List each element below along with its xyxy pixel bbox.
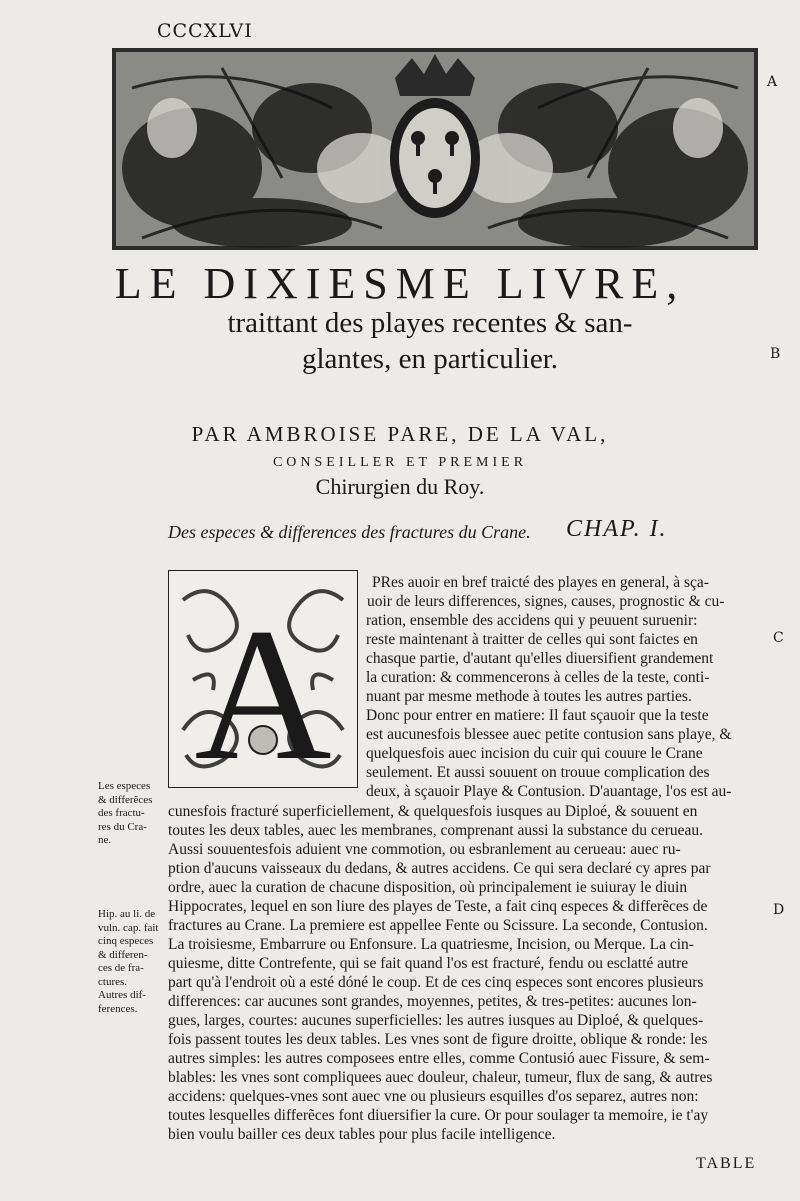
marginal-note-line: res du Cra-	[98, 820, 147, 833]
chapter-heading	[168, 516, 688, 543]
folio-number: CCCXLVI	[157, 20, 253, 42]
body-line-20: La troisiesme, Embarrure ou Enfonsure. La quatriesme, Incision, ou Merque. La cin-	[168, 936, 694, 953]
marginal-note-line: Autres dif-	[98, 989, 146, 1001]
margin-letter-b: B	[770, 346, 781, 362]
body-line-28: accidens: quelques-vnes sont auec vne ou plusieurs esquilles d'os separez, autres non:	[168, 1088, 699, 1105]
body-line-6: la curation: & commencerons à celles de la teste, conti-	[366, 669, 710, 686]
chapter-number: CHAP. I.	[566, 516, 668, 542]
chapter-title: Des especes & differences des fractures du Crane.	[168, 522, 531, 542]
marginal-note-line: ces de fra-	[98, 962, 144, 974]
margin-letter-c: C	[773, 630, 784, 646]
body-line-21: quiesme, ditte Contrefente, qui se fait quand l'os est fracturé, fendu ou esclatté autre	[168, 955, 689, 972]
woodcut-banner-ornament	[112, 48, 758, 250]
body-line-23: differences: car aucunes sont grandes, moyennes, petites, & tres-petites: aucunes lon-	[168, 993, 697, 1010]
body-line-29: toutes lesquelles differẽces font diuersifier la cure. Or pour soulager ta memoire, ie t'ay	[168, 1107, 709, 1124]
body-line-12: deux, à sçauoir Playe & Contusion. D'auantage, l'os est au-	[366, 783, 732, 800]
marginal-note-line: cinq especes	[98, 935, 154, 947]
body-line-17: ordre, auec la curation de chacune disposition, où principalement ie suiuray le diuin	[168, 879, 688, 896]
body-line-24: gues, larges, courtes: aucunes superficielles: les autres iusques au Diploé, & quelques-	[168, 1012, 704, 1029]
marginal-note-line: des fractu-	[98, 807, 145, 819]
margin-letter-a: A	[767, 74, 778, 90]
marginal-note-line: vuln. cap. fait	[98, 921, 159, 934]
body-line-11: seulement. Et aussi souuent on trouue complication des	[366, 764, 710, 781]
subtitle-line-2: glantes, en particulier.	[301, 343, 559, 375]
marginal-note-line: & differen-	[98, 948, 148, 961]
body-line-16: ption d'aucuns vaisseaux du dedans, & autres accidens. Ce qui sera declaré cy apres par	[168, 860, 711, 877]
body-line-18: Hippocrates, lequel en son liure des playes de Teste, a fait cinq especes & differẽces de	[168, 898, 708, 915]
body-line-30: bien voulu bailler ces deux tables pour plus facile intelligence.	[168, 1126, 556, 1143]
body-line-4: reste maintenant à traitter de celles qui sont faictes en	[366, 631, 698, 648]
body-line-7: nuant par mesme methode à toutes les autres parties.	[366, 688, 692, 705]
body-line-5: chasque partie, d'autant qu'elles diuersifient grandement	[366, 650, 714, 667]
body-line-9: est aucunesfois blessee auec petite contusion sans playe, &	[366, 726, 732, 743]
marginal-note-line: Les especes	[98, 780, 151, 792]
initial-letter: A	[194, 590, 332, 788]
body-line-1: PRes auoir en bref traicté des playes en general, à sça-	[372, 574, 709, 591]
decorated-initial	[168, 570, 358, 788]
body-line-13: cunesfois fracturé superficiellement, & quelquesfois iusques au Diploé, & souuent en	[168, 803, 698, 820]
book-subtitle	[170, 305, 690, 377]
author-line: PAR AMBROISE PARE, DE LA VAL,	[191, 422, 609, 446]
body-line-26: autres simples: les autres composees entre elles, comme Contusió auec Fissure, & sem-	[168, 1050, 710, 1067]
marginal-note-line: & differẽces	[98, 793, 153, 806]
marginal-note-1	[98, 780, 152, 848]
book-title: LE DIXIESME LIVRE,	[114, 259, 686, 308]
subtitle-line-1: traittant des playes recentes & san-	[227, 307, 633, 339]
margin-letter-d: D	[773, 902, 785, 918]
author-title: Chirurgien du Roy.	[315, 474, 485, 499]
body-line-22: part qu'à l'endroit où a esté dóné le coup. Et de ces cinq especes sont encores plusieurs	[168, 974, 704, 991]
body-line-3: ration, ensemble des accidens qui y peuuent suruenir:	[366, 612, 698, 629]
marginal-note-line: Hip. au li. de	[98, 908, 156, 920]
body-line-2: uoir de leurs differences, signes, causes, prognostic & cu-	[367, 593, 725, 610]
body-line-15: Aussi souuentesfois aduient vne commotion, ou esbranlement au cerueau: auec ru-	[168, 841, 681, 858]
marginal-note-line: ctures.	[98, 975, 128, 988]
marginal-note-line: ne.	[98, 834, 112, 846]
body-line-14: toutes les deux tables, auec les membranes, comprenant aussi la substance du cerueau.	[168, 822, 703, 839]
body-line-27: blables: les vnes sont compliquees auec douleur, chaleur, tumeur, flux de sang, & autres	[168, 1069, 713, 1086]
marginal-note-2	[98, 908, 158, 1016]
body-line-19: fractures au Crane. La premiere est appellee Fente ou Scissure. La seconde, Contusion.	[168, 917, 708, 934]
author-role: CONSEILLER ET PREMIER	[272, 455, 528, 470]
body-line-8: Donc pour entrer en matiere: Il faut sçauoir que la teste	[366, 707, 709, 724]
marginal-note-line: ferences.	[98, 1002, 138, 1015]
catchword: TABLE	[696, 1155, 757, 1172]
body-line-10: quelquesfois auec incision du cuir qui couure le Crane	[366, 745, 703, 762]
body-line-25: fois passent toutes les deux tables. Les vnes sont de figure droitte, oblique & ronde: les	[168, 1031, 708, 1048]
